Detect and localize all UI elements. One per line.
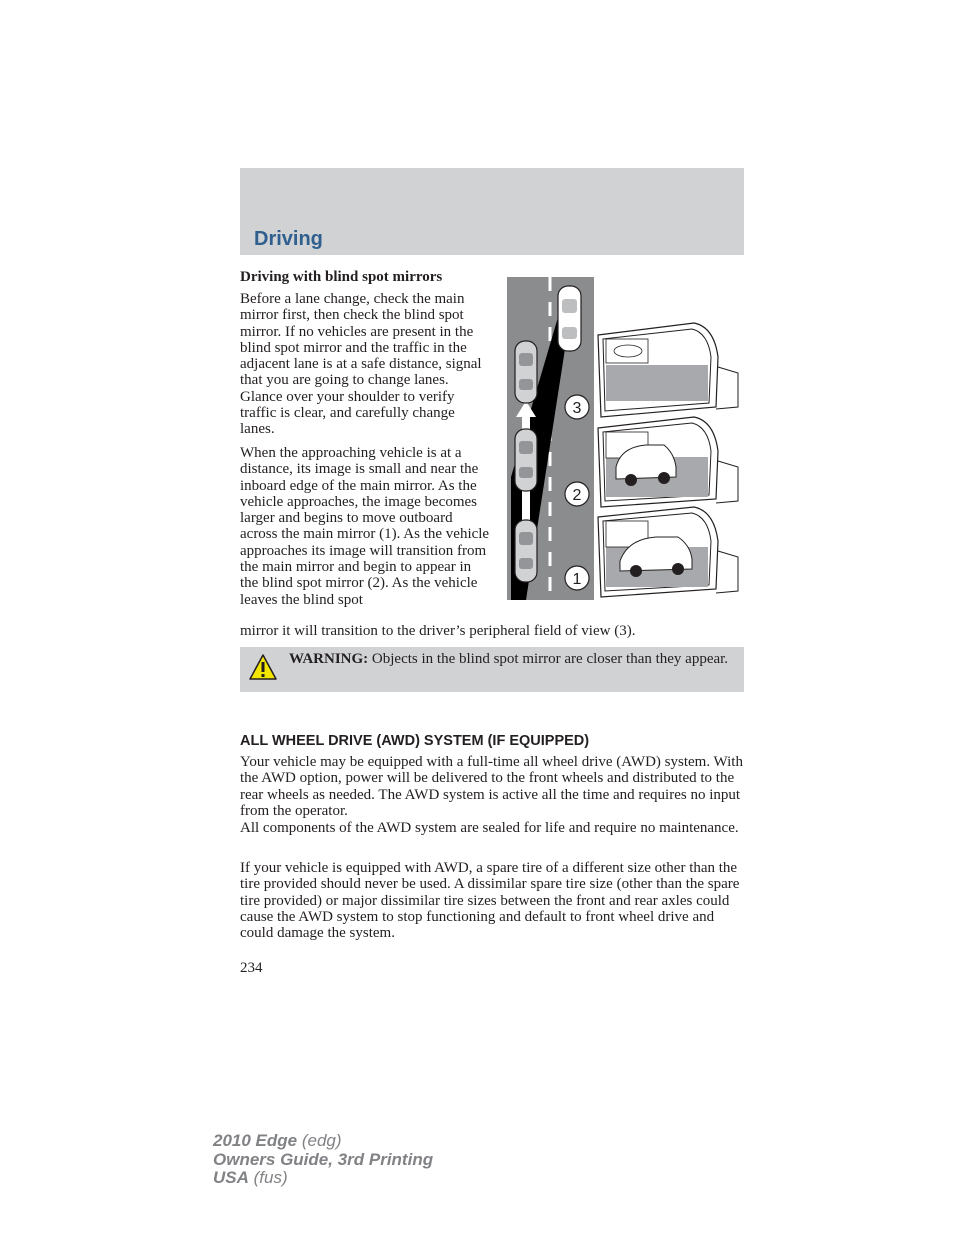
callout-3 — [565, 395, 589, 419]
footer-line-3 — [213, 1169, 433, 1188]
footer-model: 2010 Edge — [213, 1131, 298, 1150]
warning-label: WARNING: — [289, 651, 369, 667]
section-header-band — [240, 168, 744, 255]
side-mirror-3 — [598, 323, 738, 417]
car-lane-2-icon — [515, 429, 537, 491]
section-title: Driving — [254, 228, 323, 250]
callout-2 — [565, 482, 589, 506]
footer-line-1 — [213, 1132, 433, 1151]
blind-spot-paragraph-2-continued: mirror it will transition to the driver’s peripheral field of view (3). — [240, 623, 636, 639]
warning-message: Objects in the blind spot mirror are closer than they appear. — [368, 651, 729, 667]
callout-2-label: 2 — [572, 487, 582, 504]
blind-spot-mirror-illustration — [506, 277, 746, 604]
blind-spot-heading: Driving with blind spot mirrors — [240, 269, 443, 285]
callout-1 — [565, 566, 589, 590]
car-lane-1-icon — [515, 341, 537, 403]
footer-model-code: (edg) — [297, 1131, 342, 1150]
car-ahead-icon — [558, 286, 581, 351]
warning-box — [240, 647, 744, 692]
awd-heading: ALL WHEEL DRIVE (AWD) SYSTEM (IF EQUIPPED) — [240, 733, 590, 749]
document-footer — [213, 1132, 433, 1188]
footer-line-2: Owners Guide, 3rd Printing — [213, 1149, 434, 1169]
footer-region: USA — [213, 1168, 249, 1187]
blind-spot-paragraph-2: When the approaching vehicle is at a distance, its image is small and near the inboard edge of the main mirror. As the vehicle approaches, the image becomes larger and begins to move outboard across the main mirror (1). As the vehicle approaches its image will transition from the main mirror and begin to appear in the blind spot mirror (2). As the vehicle leaves the blind spot — [240, 445, 490, 608]
callout-1-label: 1 — [572, 571, 582, 588]
awd-paragraph-3: If your vehicle is equipped with AWD, a spare tire of a different size other than the tire provided should never be used. A dissimilar spare tire size (other than the spare tire provided) or major dissimilar tire sizes between the front and rear axles could cause the AWD system to stop functioning and default to front wheel drive and could damage the system. — [240, 860, 740, 942]
page-number: 234 — [240, 960, 263, 976]
warning-triangle-icon — [248, 653, 278, 681]
side-mirror-2 — [598, 417, 738, 507]
side-mirror-1 — [598, 507, 738, 597]
awd-paragraph-2: All components of the AWD system are sealed for life and require no maintenance. — [240, 820, 739, 836]
car-lane-3-icon — [515, 520, 537, 582]
footer-region-code: (fus) — [248, 1168, 288, 1187]
warning-text — [289, 651, 741, 667]
callout-3-label: 3 — [572, 400, 582, 417]
blind-spot-paragraph-1: Before a lane change, check the main mirror first, then check the blind spot mirror. If no vehicles are present in the blind spot mirror and the traffic in the adjacent lane is at a safe distance, signal that you are going to change lanes. Glance over your shoulder to verify traffic is clear, and carefully change lanes. — [240, 291, 482, 438]
awd-paragraph-1: Your vehicle may be equipped with a full-time all wheel drive (AWD) system. With the AWD option, power will be delivered to the front wheels and distributed to the rear wheels as needed. The AWD system is active all the time and requires no input from the operator. — [240, 754, 743, 819]
